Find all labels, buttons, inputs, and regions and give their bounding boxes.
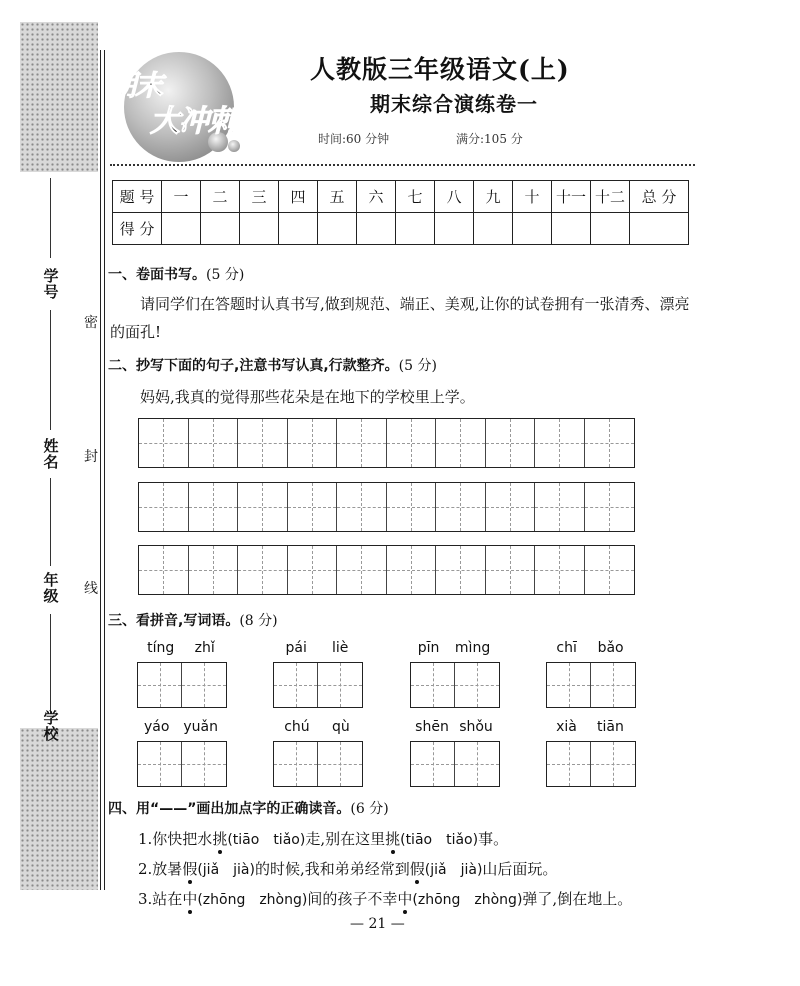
pinyin-syllable: bǎo — [597, 640, 624, 656]
dotted-char: 假 — [182, 860, 198, 878]
pinyin-syllable: zhǐ — [194, 640, 215, 656]
dotted-char: 中 — [397, 890, 413, 908]
score-table — [112, 180, 689, 245]
pinyin-syllable: pīn — [417, 640, 440, 656]
pinyin-word-4[interactable] — [546, 640, 634, 708]
pinyin-options[interactable]: (tiāo tiǎo) — [227, 832, 306, 848]
name-line — [50, 178, 51, 258]
pinyin-syllable: tiān — [597, 719, 624, 735]
table-header-cell: 九 — [474, 181, 513, 213]
seal-char-xian: 线 — [84, 581, 98, 597]
label-student-id: 学号 — [43, 267, 59, 301]
pinyin-syllable: tíng — [147, 640, 175, 656]
pinyin-syllable: shēn — [415, 719, 449, 735]
q-text: 弹了,倒在地上。 — [522, 890, 633, 908]
score-cell[interactable] — [513, 213, 552, 245]
binding-line-inner — [104, 50, 105, 890]
q-text: 间的孩子不幸 — [307, 890, 398, 908]
question-4-1 — [138, 828, 508, 849]
table-header-cell: 六 — [357, 181, 396, 213]
section1-title: 一、卷面书写。 — [108, 267, 206, 283]
exam-time: 时间:60 分钟 — [318, 132, 390, 146]
table-header-cell: 八 — [435, 181, 474, 213]
table-row — [113, 213, 689, 245]
question-4-3 — [138, 888, 632, 909]
pinyin-syllable: pái — [285, 640, 307, 656]
pinyin-word-7[interactable] — [410, 719, 498, 787]
section3-points: (8 分) — [239, 613, 278, 629]
bottom-pattern-strip — [20, 728, 98, 890]
pinyin-options[interactable]: (jiǎ jià) — [197, 862, 255, 878]
question-4-2 — [138, 858, 557, 879]
score-cell[interactable] — [474, 213, 513, 245]
q-text: 事。 — [478, 830, 509, 848]
q-text: 2.放暑 — [138, 860, 183, 878]
section3-heading — [108, 610, 278, 630]
pinyin-word-8[interactable] — [546, 719, 634, 787]
section2-title: 二、抄写下面的句子,注意书写认真,行款整齐。 — [108, 358, 399, 374]
binding-line — [100, 50, 101, 890]
pinyin-syllable: liè — [332, 640, 349, 656]
score-cell[interactable] — [240, 213, 279, 245]
school-line — [50, 614, 51, 714]
table-header-cell: 十一 — [552, 181, 591, 213]
dotted-char: 挑 — [212, 830, 228, 848]
q-text: 走,别在这里 — [305, 830, 386, 848]
full-score: 满分:105 分 — [456, 132, 523, 146]
dotted-char: 假 — [409, 860, 425, 878]
pinyin-word-2[interactable] — [273, 640, 361, 708]
score-cell[interactable] — [162, 213, 201, 245]
writing-grid-row[interactable] — [138, 545, 635, 595]
section2-heading — [108, 355, 437, 375]
logo-text-line2: 大冲刺 — [150, 104, 237, 139]
pinyin-options[interactable]: (zhōng zhòng) — [197, 892, 308, 908]
pinyin-word-6[interactable] — [273, 719, 361, 787]
table-header-cell: 七 — [396, 181, 435, 213]
section4-title: 四、用“——”画出加点字的正确读音。 — [108, 801, 351, 817]
section3-title: 三、看拼音,写词语。 — [108, 613, 240, 629]
q-text: 3.站在 — [138, 890, 183, 908]
page-number: — 21 — — [350, 916, 405, 932]
pinyin-syllable: mìng — [454, 640, 491, 656]
table-header-cell: 五 — [318, 181, 357, 213]
pinyin-syllable: chī — [556, 640, 577, 656]
table-header-cell: 三 — [240, 181, 279, 213]
pinyin-syllable: yáo — [143, 719, 170, 735]
label-school: 学校 — [43, 709, 59, 743]
pinyin-syllable: yuǎn — [183, 719, 219, 735]
table-row-label: 得 分 — [113, 213, 162, 245]
label-grade: 年级 — [43, 571, 59, 605]
label-name: 姓名 — [43, 437, 59, 471]
name-line — [50, 310, 51, 430]
grade-line — [50, 478, 51, 566]
q-text: 1.你快把水 — [138, 830, 213, 848]
dotted-separator — [110, 164, 695, 166]
writing-grid-row[interactable] — [138, 482, 635, 532]
section1-points: (5 分) — [206, 267, 245, 283]
table-header-cell: 总 分 — [630, 181, 689, 213]
page-subtitle: 期末综合演练卷一 — [370, 92, 538, 116]
section4-heading — [108, 798, 389, 818]
section1-text: 请同学们在答题时认真书写,做到规范、端正、美观,让你的试卷拥有一张清秀、漂亮的面孔! — [110, 295, 690, 341]
dotted-char: 挑 — [385, 830, 401, 848]
score-cell[interactable] — [279, 213, 318, 245]
pinyin-options[interactable]: (jiǎ jià) — [424, 862, 483, 878]
score-cell[interactable] — [552, 213, 591, 245]
score-cell[interactable] — [435, 213, 474, 245]
score-cell[interactable] — [357, 213, 396, 245]
table-header-cell: 十二 — [591, 181, 630, 213]
table-header-cell: 题 号 — [113, 181, 162, 213]
table-header-cell: 四 — [279, 181, 318, 213]
dotted-char: 中 — [182, 890, 198, 908]
top-pattern-strip — [20, 22, 98, 172]
score-cell[interactable] — [591, 213, 630, 245]
table-row — [113, 181, 689, 213]
pinyin-options[interactable]: (zhōng zhòng) — [412, 892, 523, 908]
section1-heading — [108, 264, 244, 284]
logo-small-ball — [228, 140, 240, 152]
page-title: 人教版三年级语文(上) — [310, 55, 570, 84]
section2-sentence: 妈妈,我真的觉得那些花朵是在地下的学校里上学。 — [140, 388, 475, 406]
logo-text-line1: 期末 — [108, 69, 163, 102]
q-text: 山后面玩。 — [482, 860, 558, 878]
seal-char-feng: 封 — [84, 449, 98, 465]
writing-grid-row[interactable] — [138, 418, 635, 468]
pinyin-word-1[interactable] — [137, 640, 225, 708]
pinyin-syllable: qù — [332, 719, 350, 735]
pinyin-word-5[interactable] — [137, 719, 225, 787]
pinyin-options[interactable]: (tiāo tiǎo) — [400, 832, 479, 848]
seal-char-mi: 密 — [84, 315, 98, 331]
score-cell[interactable] — [318, 213, 357, 245]
section4-points: (6 分) — [350, 801, 389, 817]
table-header-cell: 一 — [162, 181, 201, 213]
pinyin-word-3[interactable] — [410, 640, 498, 708]
score-cell[interactable] — [630, 213, 689, 245]
q-text: 的时候,我和弟弟经常到 — [254, 860, 410, 878]
pinyin-syllable: shǒu — [459, 719, 493, 735]
section2-points: (5 分) — [398, 358, 437, 374]
score-cell[interactable] — [201, 213, 240, 245]
pinyin-syllable: chú — [284, 719, 310, 735]
pinyin-syllable: xià — [556, 719, 577, 735]
table-header-cell: 十 — [513, 181, 552, 213]
score-cell[interactable] — [396, 213, 435, 245]
table-header-cell: 二 — [201, 181, 240, 213]
